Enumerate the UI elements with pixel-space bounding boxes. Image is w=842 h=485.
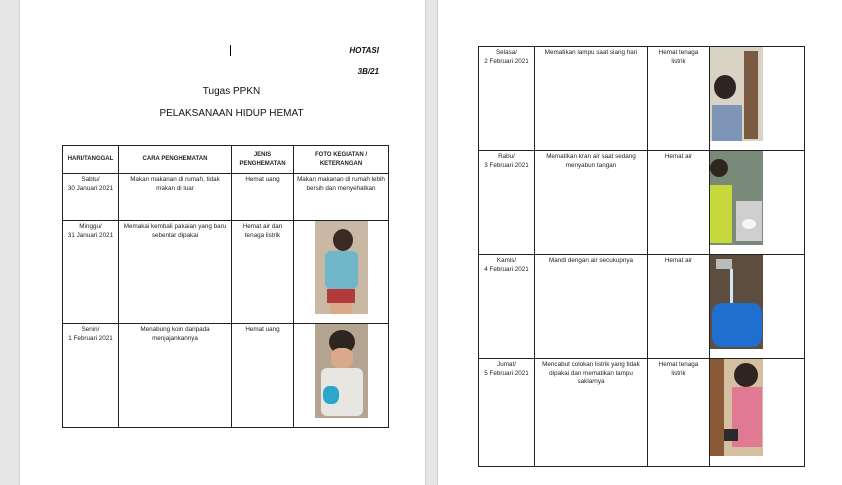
day-cell: Kamis/ 4 Februari 2021 (479, 255, 535, 359)
child-coin-photo (315, 324, 368, 418)
method-cell: Makan makanan di rumah, tidak makan di luar (119, 174, 232, 221)
savings-table-page-1 (62, 145, 389, 428)
day-cell: Sabtu/ 30 Januari 2021 (63, 174, 119, 221)
header-method: CARA PENGHEMATAN (119, 146, 232, 174)
subject-title: Tugas PPKN (202, 86, 261, 97)
table-row (479, 255, 805, 359)
header-photo: FOTO KEGIATAN / KETERANGAN (294, 146, 389, 174)
day-cell: Selasa/ 2 Februari 2021 (479, 47, 535, 151)
day-cell: Rabu/ 3 Februari 2021 (479, 151, 535, 255)
lamp-switch-photo (710, 47, 763, 141)
method-cell: Mencabut colokan listrik yang tidak dipakai dan mematikan lampu saklarnya (535, 359, 648, 467)
tap-photo (710, 151, 763, 245)
header-day: HARI/TANGGAL (63, 146, 119, 174)
day-cell: Jumat/ 5 Februari 2021 (479, 359, 535, 467)
unplug-photo (710, 359, 763, 456)
photo-cell (710, 47, 805, 151)
photo-cell (294, 221, 389, 324)
table-row (479, 359, 805, 467)
type-cell: Hemat air (648, 255, 710, 359)
day-cell: Senin/ 1 Februari 2021 (63, 324, 119, 428)
day-cell: Minggu/ 31 Januari 2021 (63, 221, 119, 324)
photo-cell (710, 255, 805, 359)
child-shirt-photo (315, 221, 368, 314)
table-row (479, 151, 805, 255)
student-name: HOTASI (349, 46, 379, 55)
method-cell: Menabung koin daripada menjajankannya (119, 324, 232, 428)
table-row (63, 324, 389, 428)
photo-cell (710, 151, 805, 255)
type-cell: Hemat uang (232, 174, 294, 221)
photo-cell (710, 359, 805, 467)
method-cell: Memakai kembali pakaian yang baru sebentar dipakai (119, 221, 232, 324)
student-class: 3B/21 (357, 67, 379, 76)
type-cell: Hemat uang (232, 324, 294, 428)
method-cell: Mematikan kran air saat sedang menyabun tangan (535, 151, 648, 255)
type-cell: Hemat air (648, 151, 710, 255)
bucket-photo (710, 255, 763, 349)
table-row (479, 47, 805, 151)
photo-cell (294, 324, 389, 428)
header-type: JENIS PENGHEMATAN (232, 146, 294, 174)
type-cell: Hemat tenaga listrik (648, 47, 710, 151)
savings-table-page-2 (478, 46, 805, 467)
document-page-1 (20, 0, 425, 485)
type-cell: Hemat tenaga listrik (648, 359, 710, 467)
table-row (63, 221, 389, 324)
type-cell: Hemat air dan tenaga listrik (232, 221, 294, 324)
method-cell: Mematikan lampu saat siang hari (535, 47, 648, 151)
table-row (63, 174, 389, 221)
note-cell: Makan makanan di rumah lebih bersih dan menyehatkan (294, 174, 389, 221)
text-cursor (230, 45, 231, 56)
table-header-row (63, 146, 389, 174)
document-page-2 (438, 0, 842, 485)
document-title: PELAKSANAAN HIDUP HEMAT (159, 108, 304, 119)
method-cell: Mandi dengan air secukupnya (535, 255, 648, 359)
